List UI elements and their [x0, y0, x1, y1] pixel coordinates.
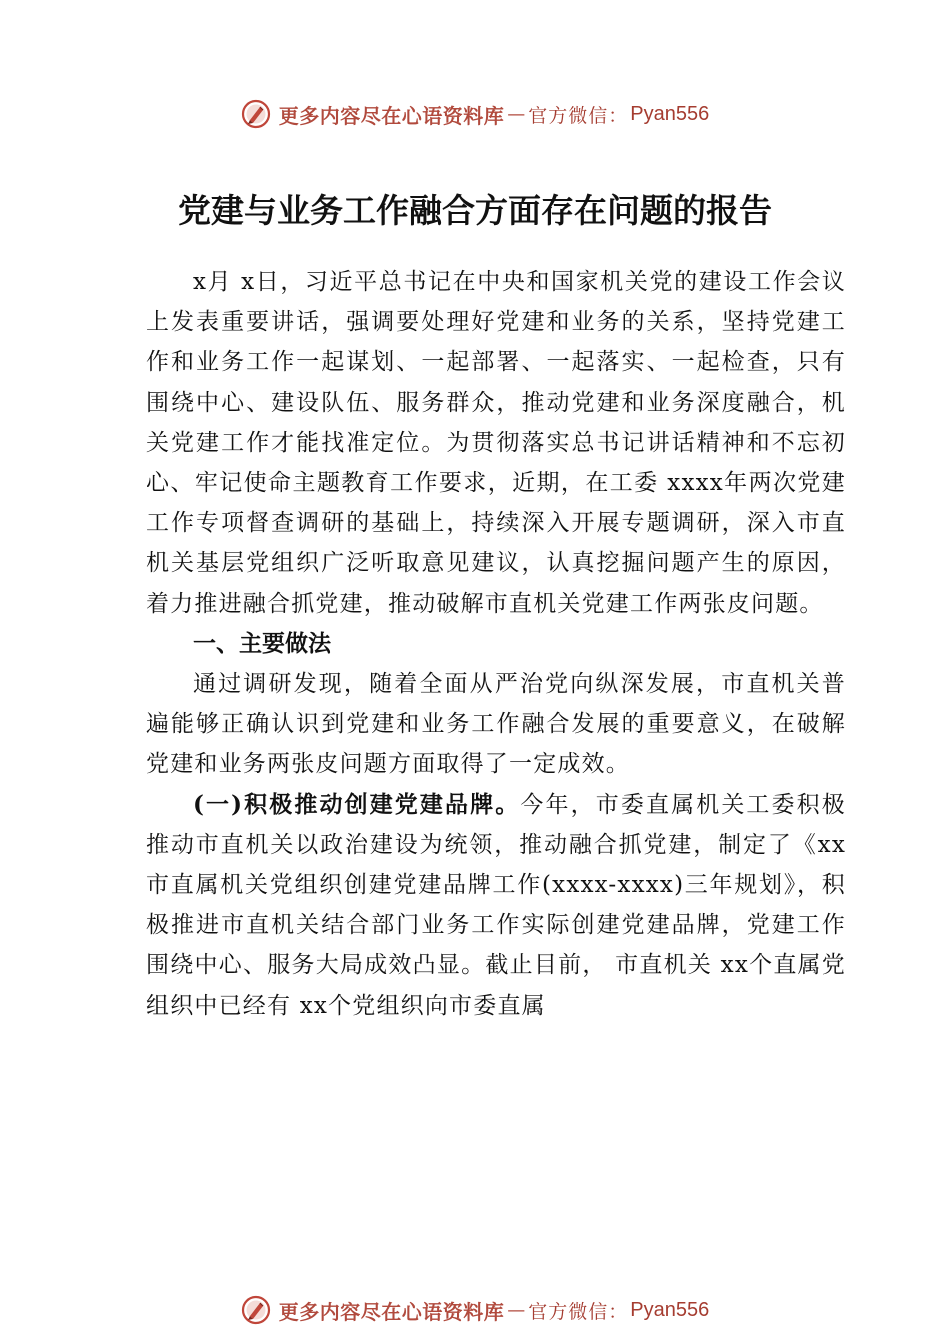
banner-wechat-label: 官方微信：	[528, 1300, 629, 1323]
banner-wechat-id: Pyan556	[630, 102, 710, 125]
subsection-paragraph	[146, 785, 846, 1026]
subsection-text: 今年，市委直属机关工委积极推动市直机关以政治建设为统领，推动融合抓党建，制定了《xx市直属机关党组织创建党建品牌工作(xxxx-xxxx)三年规划》，积极推进市直机关结合部门业务工作实际创建党建品牌，党建工作围绕中心、服务大局成效凸显。截止目前， 市直机关 xx个直属党组织中已经有 xx个党组织向市委直属	[146, 791, 846, 1019]
section-heading: 一、主要做法	[193, 630, 331, 657]
intro-paragraph: x月 x日，习近平总书记在中央和国家机关党的建设工作会议上发表重要讲话，强调要处理好党建和业务的关系，坚持党建工作和业务工作一起谋划、一起部署、一起落实、一起检查，只有围绕中心、建设队伍、服务群众，推动党建和业务深度融合，机关党建工作才能找准定位。为贯彻落实总书记讲话精神和不忘初心、牢记使命主题教育工作要求，近期，在工委 xxxx年两次党建工作专项督查调研的基础上，持续深入开展专题调研，深入市直机关基层党组织广泛听取意见建议，认真挖掘问题产生的原因，着力推进融合抓党建，推动破解市直机关党建工作两张皮问题。	[146, 269, 846, 617]
banner-text: 更多内容尽在心语资料库	[278, 103, 505, 128]
banner-text: 更多内容尽在心语资料库	[278, 1299, 505, 1324]
pen-nib-logo-icon	[241, 99, 271, 129]
banner-dash: —	[507, 103, 526, 125]
section-paragraph: 通过调研发现，随着全面从严治党向纵深发展，市直机关普遍能够正确认识到党建和业务工作融合发展的重要意义，在破解党建和业务两张皮问题方面取得了一定成效。	[146, 671, 846, 778]
footer-banner	[0, 1290, 950, 1330]
subsection-heading: (一)积极推动创建党建品牌。	[193, 790, 521, 818]
document-body	[146, 262, 846, 1026]
document-title: 党建与业务工作融合方面存在问题的报告	[178, 191, 772, 230]
banner-wechat-id: Pyan556	[630, 1298, 710, 1321]
header-banner	[0, 94, 950, 134]
banner-wechat-label: 官方微信：	[528, 104, 629, 127]
banner-dash: —	[507, 1299, 526, 1321]
pen-nib-logo-icon	[241, 1295, 271, 1325]
